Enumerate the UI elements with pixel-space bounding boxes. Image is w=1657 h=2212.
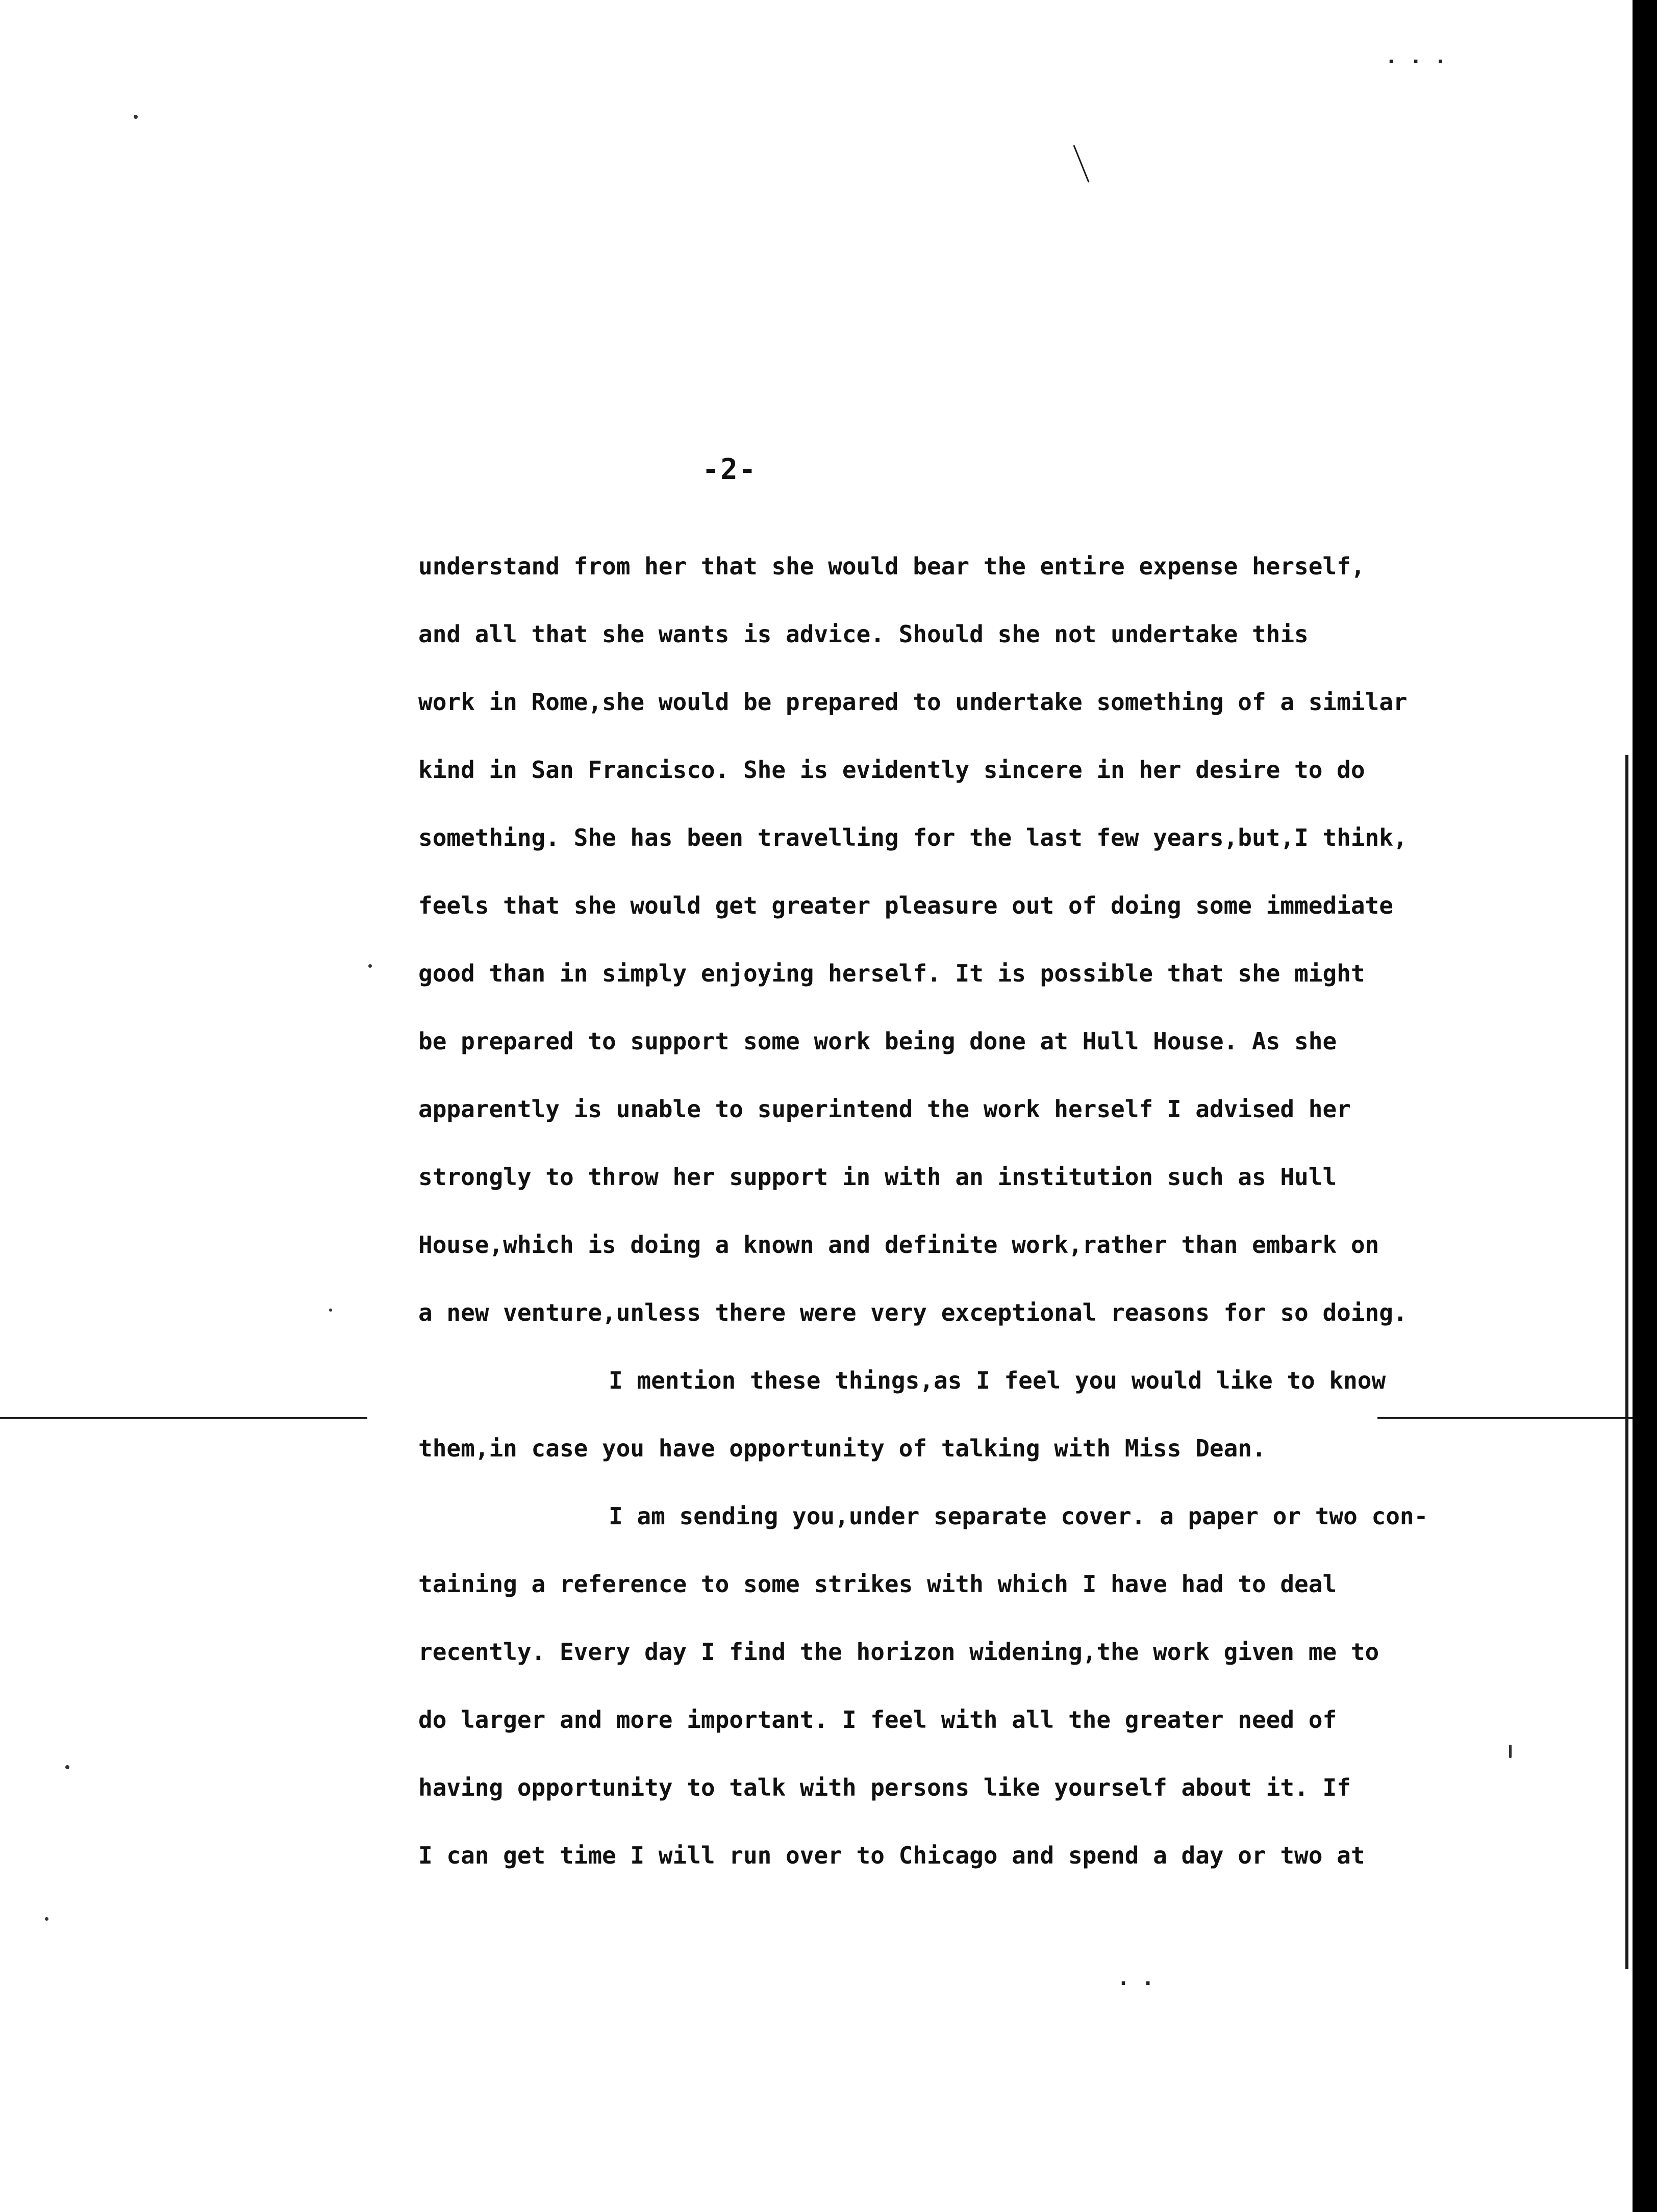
text-line: something. She has been travelling for the last few years,but,I think, — [418, 824, 1408, 851]
text-line: feels that she would get greater pleasure out of doing some immediate — [418, 892, 1393, 919]
right-edge-shadow — [1625, 755, 1628, 1969]
page-number: -2- — [702, 453, 757, 486]
text-line: be prepared to support some work being done at Hull House. As she — [418, 1027, 1337, 1055]
hair-mark — [1073, 145, 1089, 182]
text-line: good than in simply enjoying herself. It is possible that she might — [418, 960, 1365, 987]
text-line: taining a reference to some strikes with which I have had to deal — [418, 1570, 1337, 1598]
text-line: apparently is unable to superintend the work herself I advised her — [418, 1095, 1351, 1123]
speck — [65, 1765, 69, 1769]
speck — [45, 1917, 48, 1921]
text-line: do larger and more important. I feel with all the greater need of — [418, 1706, 1337, 1733]
fold-line-right — [1377, 1417, 1633, 1419]
speck — [329, 1309, 332, 1312]
text-line: recently. Every day I find the horizon widening,the work given me to — [418, 1638, 1379, 1666]
text-line: work in Rome,she would be prepared to undertake something of a similar — [418, 688, 1408, 716]
fold-line-left — [0, 1417, 367, 1419]
text-line: having opportunity to talk with persons like yourself about it. If — [418, 1774, 1351, 1801]
text-line: understand from her that she would bear the entire expense herself, — [418, 552, 1365, 580]
bottom-mark: . . — [1117, 1967, 1154, 1990]
text-line: strongly to throw her support in with an institution such as Hull — [418, 1163, 1337, 1191]
text-line: House,which is doing a known and definite work,rather than embark on — [418, 1231, 1379, 1259]
text-line: I can get time I will run over to Chicago and spend a day or two at — [418, 1842, 1365, 1869]
speck — [134, 115, 138, 119]
text-line: and all that she wants is advice. Should she not undertake this — [418, 620, 1309, 648]
text-line: them,in case you have opportunity of talking with Miss Dean. — [418, 1435, 1266, 1462]
top-corner-mark: . . . — [1385, 45, 1447, 68]
text-line: I mention these things,as I feel you would like to know — [609, 1367, 1386, 1394]
text-line: a new venture,unless there were very exceptional reasons for so doing. — [418, 1299, 1408, 1326]
speck — [1509, 1745, 1512, 1758]
text-line: I am sending you,under separate cover. a paper or two con- — [609, 1502, 1428, 1530]
text-line: kind in San Francisco. She is evidently sincere in her desire to do — [418, 756, 1365, 784]
speck — [368, 964, 372, 968]
